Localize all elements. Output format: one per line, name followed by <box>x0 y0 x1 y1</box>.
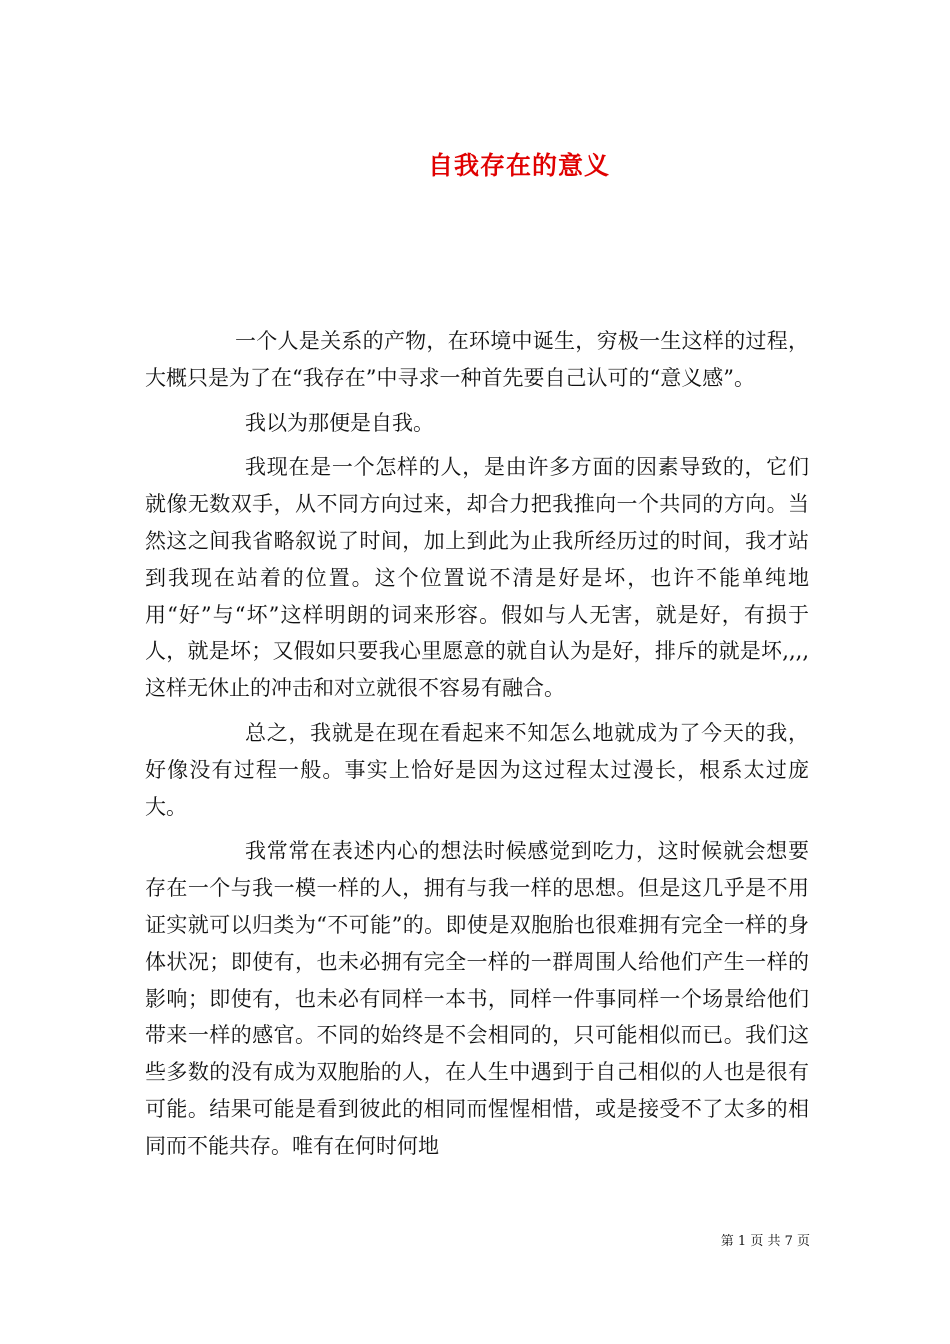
document-title: 自我存在的意义 <box>427 150 610 180</box>
paragraph-2: 我以为那便是自我。 <box>245 410 434 435</box>
paragraph-1: 一个人是关系的产物，在环境中诞生，穷极一生这样的过程，大概只是为了在“我存在”中寻求一种首先要自己认可的“意义感”。 <box>145 329 809 390</box>
paragraph-3: 我现在是一个怎样的人，是由许多方面的因素导致的，它们就像无数双手，从不同方向过来，却合力把我推向一个共同的方向。当然这之间我省略叙说了时间，加上到此为止我所经历过的时间，我才站到我现在站着的位置。这个位置说不清是好是坏，也许不能单纯地用“好”与“坏”这样明朗的词来形容。假如与人无害，就是好，有损于人，就是坏；又假如只要我心里愿意的就自认为是好，排斥的就是坏,,,,这样无休止的冲击和对立就很不容易有融合。 <box>145 455 809 701</box>
document-body <box>145 323 809 1165</box>
page-number: 第 1 页 共 7 页 <box>720 1234 810 1249</box>
paragraph-5: 我常常在表述内心的想法时候感觉到吃力，这时候就会想要存在一个与我一模一样的人，拥有与我一样的思想。但是这几乎是不用证实就可以归类为“不可能”的。即使是双胞胎也很难拥有完全一样的身体状况；即使有，也未必拥有完全一样的一群周围人给他们产生一样的影响；即使有，也未必有同样一本书，同样一件事同样一个场景给他们带来一样的感官。不同的始终是不会相同的，只可能相似而已。我们这些多数的没有成为双胞胎的人，在人生中遇到于自己相似的人也是很有可能。结果可能是看到彼此的相同而惺惺相惜，或是接受不了太多的相同而不能共存。唯有在何时何地 <box>145 839 809 1158</box>
paragraph-4: 总之，我就是在现在看起来不知怎么地就成为了今天的我，好像没有过程一般。事实上恰好是因为这过程太过漫长，根系太过庞大。 <box>145 720 809 819</box>
